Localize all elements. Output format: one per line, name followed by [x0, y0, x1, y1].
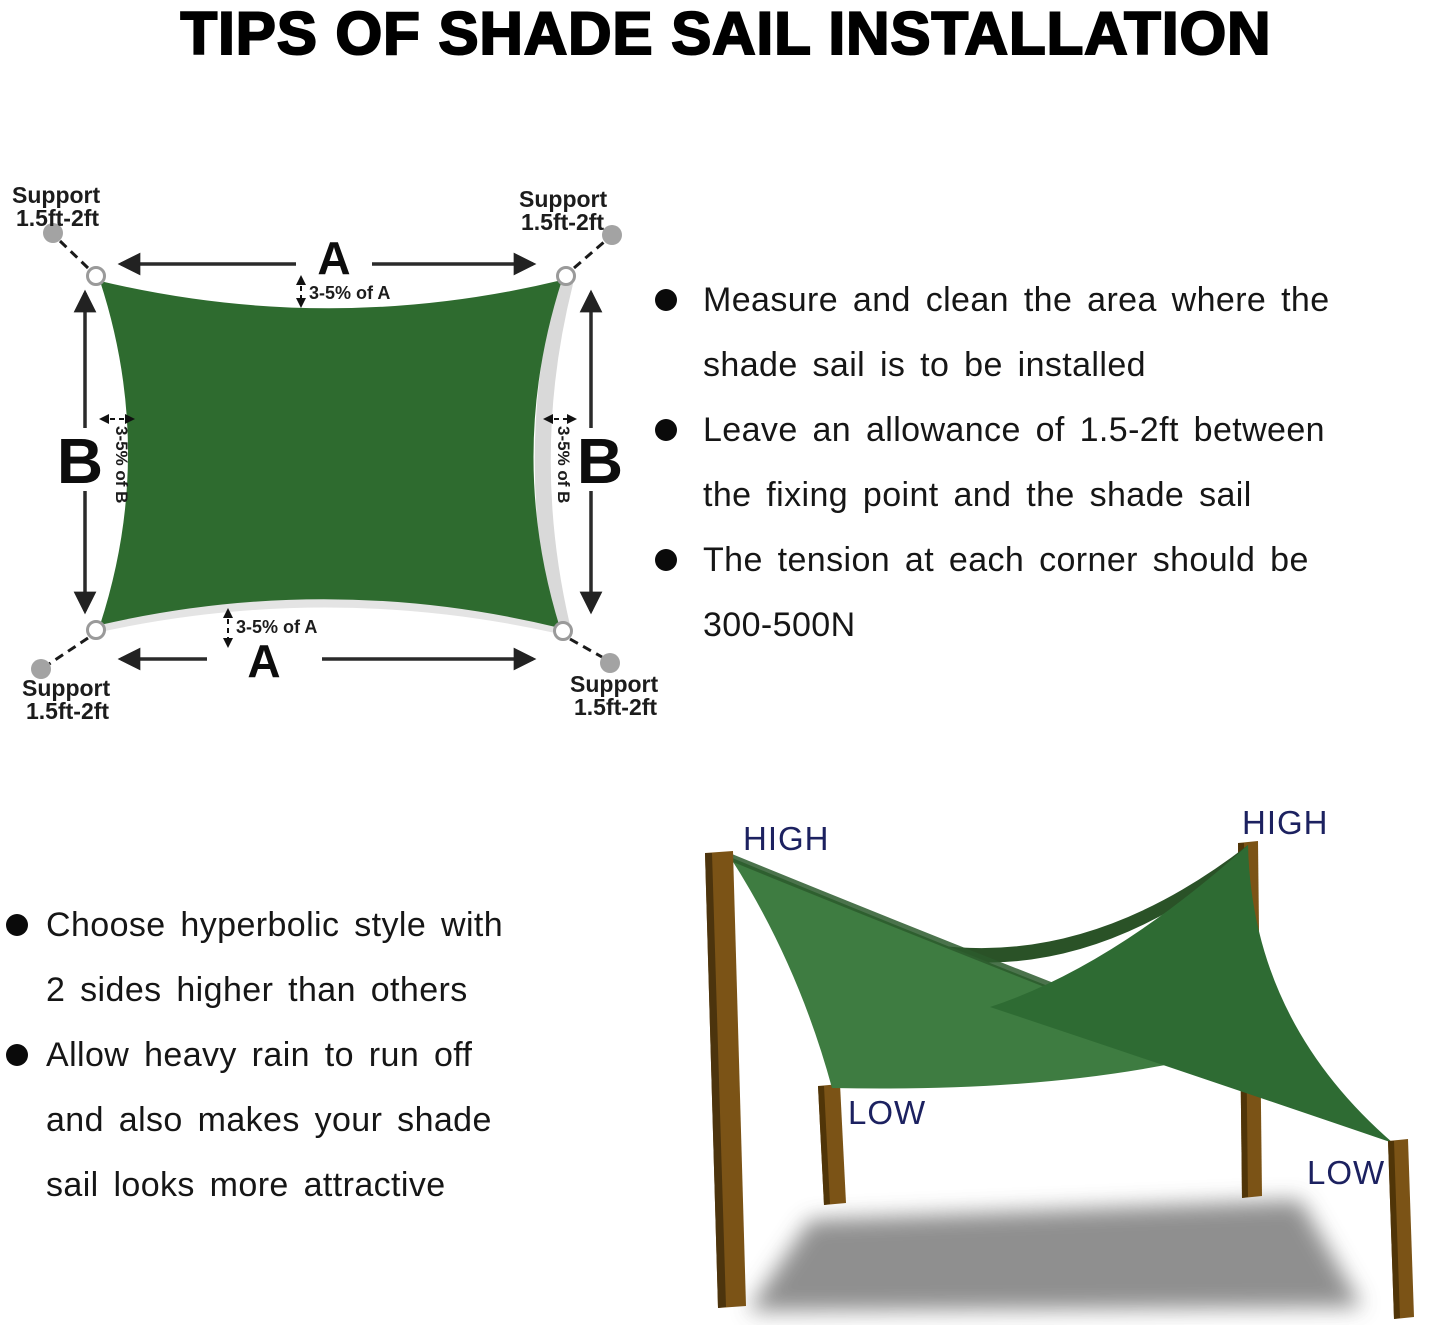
high-label-left: HIGH — [743, 820, 830, 857]
tip-line: the fixing point and the shade sail — [703, 476, 1252, 514]
support-anchor-dot — [600, 653, 620, 673]
tip-line: shade sail is to be installed — [703, 346, 1146, 384]
support-tie-line — [49, 638, 88, 664]
support-tie-line — [574, 242, 604, 268]
support-label: Support — [519, 186, 608, 212]
tip-line: Leave an allowance of 1.5-2ft between — [703, 411, 1325, 449]
tip-item — [655, 398, 1330, 528]
tip-item — [655, 268, 1330, 398]
tip-line: 2 sides higher than others — [46, 971, 468, 1009]
installation-tips-list — [655, 268, 1330, 658]
sag-label-a-top: 3-5% of A — [309, 283, 391, 303]
tip-text — [703, 268, 1330, 398]
support-distance-label: 1.5ft-2ft — [16, 205, 100, 231]
tip-item — [6, 1023, 503, 1218]
page-title: TIPS OF SHADE SAIL INSTALLATION — [180, 0, 1272, 67]
support-distance-label: 1.5ft-2ft — [26, 698, 110, 724]
style-tips-list — [6, 893, 503, 1218]
high-label-right: HIGH — [1242, 804, 1329, 841]
tip-text — [703, 528, 1309, 658]
support-tie-line — [570, 639, 602, 657]
sag-label-a-bottom: 3-5% of A — [236, 617, 318, 637]
grommet-icon — [555, 623, 572, 640]
bullet-icon — [6, 914, 28, 936]
support-distance-label: 1.5ft-2ft — [574, 694, 658, 720]
tip-line: Measure and clean the area where the — [703, 281, 1330, 319]
tip-line: The tension at each corner should be — [703, 541, 1309, 579]
support-label: Support — [22, 675, 111, 701]
tip-text — [46, 1023, 492, 1218]
sail-dimension-diagram — [0, 160, 720, 740]
tip-line: Choose hyperbolic style with — [46, 906, 504, 944]
support-distance-label: 1.5ft-2ft — [521, 209, 605, 235]
grommet-icon — [88, 268, 105, 285]
dimension-label-a-top: A — [317, 232, 351, 284]
grommet-icon — [88, 622, 105, 639]
ground-shadow — [748, 1200, 1362, 1311]
tip-item — [6, 893, 503, 1023]
sag-label-b-left: 3-5% of B — [112, 426, 131, 504]
tip-line: sail looks more attractive — [46, 1166, 446, 1204]
tip-text — [46, 893, 503, 1023]
low-label-right: LOW — [1307, 1154, 1386, 1191]
support-label: Support — [12, 182, 101, 208]
grommet-icon — [558, 268, 575, 285]
bullet-icon — [655, 419, 677, 441]
hyperbolic-install-illustration — [660, 795, 1452, 1325]
tip-text — [703, 398, 1325, 528]
bullet-icon — [655, 289, 677, 311]
bullet-icon — [6, 1044, 28, 1066]
support-anchor-dot — [602, 225, 622, 245]
shade-sail-shape — [100, 280, 562, 628]
sag-label-b-right: 3-5% of B — [554, 426, 573, 504]
support-label: Support — [570, 671, 659, 697]
bullet-icon — [655, 549, 677, 571]
tip-line: Allow heavy rain to run off — [46, 1036, 473, 1074]
dimension-label-a-bottom: A — [247, 635, 281, 687]
tip-item — [655, 528, 1330, 658]
low-label-left: LOW — [848, 1094, 927, 1131]
support-tie-line — [60, 241, 88, 268]
tip-line: 300-500N — [703, 606, 856, 644]
dimension-label-b-right: B — [576, 425, 624, 497]
dimension-label-b-left: B — [56, 425, 104, 497]
tip-line: and also makes your shade — [46, 1101, 492, 1139]
